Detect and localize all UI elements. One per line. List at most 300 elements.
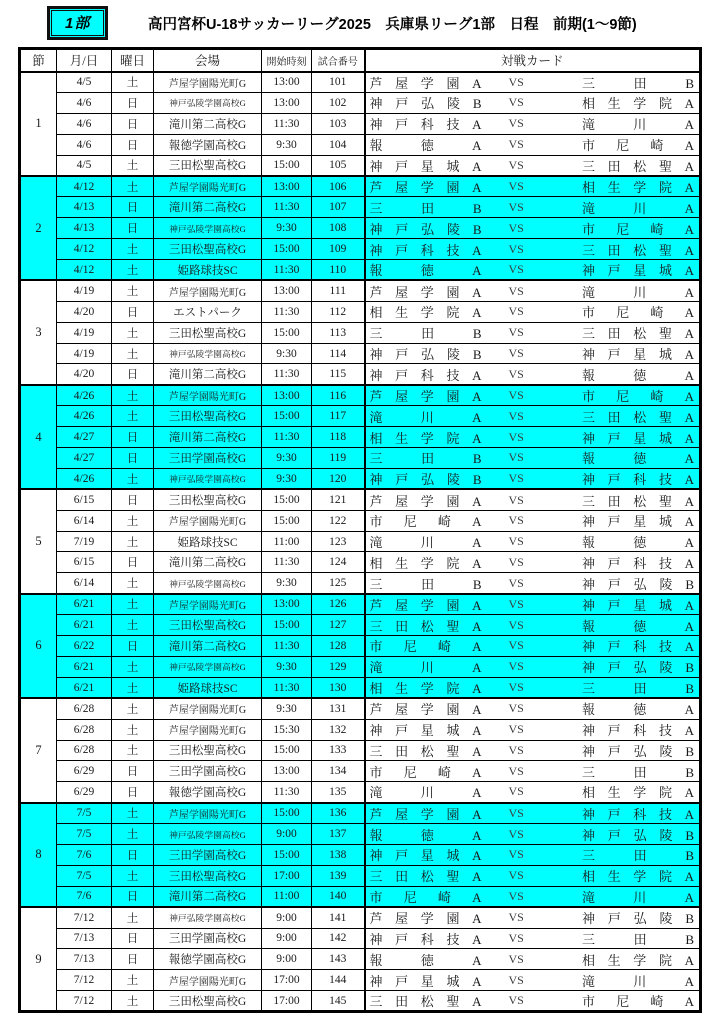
- match-card-cell: [365, 134, 701, 155]
- match-venue: 芦屋学園陽光町G: [154, 719, 262, 740]
- match-weekday: 土: [112, 615, 154, 636]
- match-row-104: [20, 134, 701, 155]
- match-date: 6/15: [57, 552, 112, 573]
- match-number: 123: [312, 531, 365, 552]
- match-number: 132: [312, 719, 365, 740]
- match-row-110: [20, 260, 701, 281]
- match-card: [366, 469, 700, 488]
- match-number: 119: [312, 448, 365, 469]
- match-number: 103: [312, 113, 365, 134]
- match-weekday: 日: [112, 489, 154, 510]
- match-weekday: 土: [112, 531, 154, 552]
- match-card-cell: [365, 239, 701, 260]
- match-row-145: [20, 991, 701, 1012]
- section-6: [20, 594, 701, 698]
- home-team: 神戸弘陵B: [369, 472, 482, 488]
- match-date: 4/6: [57, 134, 112, 155]
- match-venue: 芦屋学園陽光町G: [154, 280, 262, 301]
- match-card-cell: [365, 468, 701, 489]
- vs-label: VS: [508, 513, 524, 528]
- match-venue: 滝川第二高校G: [154, 552, 262, 573]
- vs-label: VS: [508, 722, 524, 737]
- vs-label: VS: [508, 763, 524, 778]
- home-team: 市尼崎A: [369, 514, 482, 530]
- match-weekday: 日: [112, 782, 154, 803]
- column-header-7: 対戦カード: [365, 49, 701, 72]
- match-row-144: [20, 970, 701, 991]
- vs-label: VS: [508, 826, 524, 841]
- match-weekday: 日: [112, 427, 154, 448]
- home-team: 滝川A: [369, 535, 482, 551]
- match-date: 4/19: [57, 343, 112, 364]
- match-weekday: 日: [112, 886, 154, 907]
- section-4: [20, 385, 701, 489]
- column-header-3: 曜日: [112, 49, 154, 72]
- match-card: [366, 282, 700, 301]
- match-start-time: 13:00: [262, 176, 312, 197]
- match-start-time: 17:00: [262, 991, 312, 1012]
- match-start-time: 9:00: [262, 907, 312, 928]
- match-row-101: [20, 72, 701, 93]
- match-date: 6/21: [57, 677, 112, 698]
- match-card-cell: [365, 803, 701, 824]
- match-start-time: 13:00: [262, 761, 312, 782]
- match-venue: 芦屋学園陽光町G: [154, 510, 262, 531]
- match-weekday: 土: [112, 803, 154, 824]
- section-number: 8: [20, 803, 57, 907]
- match-number: 107: [312, 197, 365, 218]
- home-team: 相生学院A: [369, 430, 482, 446]
- match-venue: 三田学園高校G: [154, 928, 262, 949]
- home-team: 芦屋学園A: [369, 389, 482, 405]
- match-card-cell: [365, 113, 701, 134]
- column-header-4: 会場: [154, 49, 262, 72]
- match-start-time: 15:00: [262, 615, 312, 636]
- match-card-cell: [365, 991, 701, 1012]
- match-date: 6/21: [57, 656, 112, 677]
- match-number: 122: [312, 510, 365, 531]
- match-venue: 三田松聖高校G: [154, 322, 262, 343]
- match-venue: 滝川第二高校G: [154, 886, 262, 907]
- match-row-132: [20, 719, 701, 740]
- away-team: 三田松聖A: [582, 242, 694, 258]
- match-row-114: [20, 343, 701, 364]
- match-number: 144: [312, 970, 365, 991]
- match-date: 4/20: [57, 301, 112, 322]
- away-team: 神戸弘陵B: [582, 576, 694, 592]
- match-weekday: 土: [112, 573, 154, 594]
- match-date: 6/22: [57, 636, 112, 657]
- home-team: 滝川A: [369, 785, 482, 801]
- match-row-128: [20, 636, 701, 657]
- match-row-120: [20, 468, 701, 489]
- match-start-time: 15:00: [262, 510, 312, 531]
- match-number: 111: [312, 280, 365, 301]
- away-team: 市尼崎A: [582, 138, 694, 154]
- away-team: 報徳A: [582, 367, 694, 383]
- match-date: 7/12: [57, 991, 112, 1012]
- match-weekday: 土: [112, 719, 154, 740]
- match-card: [366, 365, 700, 384]
- away-team: 相生学院A: [582, 180, 694, 196]
- match-number: 135: [312, 782, 365, 803]
- match-card: [366, 720, 700, 739]
- vs-label: VS: [508, 659, 524, 674]
- match-card-cell: [365, 636, 701, 657]
- match-card: [366, 344, 700, 363]
- match-card-cell: [365, 510, 701, 531]
- vs-label: VS: [508, 910, 524, 925]
- match-card: [366, 616, 700, 635]
- match-card: [366, 741, 700, 760]
- match-weekday: 土: [112, 865, 154, 886]
- match-number: 113: [312, 322, 365, 343]
- match-venue: 三田松聖高校G: [154, 406, 262, 427]
- match-row-137: [20, 824, 701, 845]
- match-card: [366, 950, 700, 969]
- home-team: 神戸弘陵B: [369, 221, 482, 237]
- match-row-130: [20, 677, 701, 698]
- match-weekday: 日: [112, 134, 154, 155]
- home-team: 報徳A: [369, 952, 482, 968]
- match-date: 4/20: [57, 364, 112, 385]
- match-start-time: 11:30: [262, 552, 312, 573]
- vs-label: VS: [508, 847, 524, 862]
- match-number: 139: [312, 865, 365, 886]
- away-team: 神戸星城A: [582, 430, 694, 446]
- match-card: [366, 302, 700, 321]
- match-number: 136: [312, 803, 365, 824]
- match-start-time: 9:30: [262, 656, 312, 677]
- column-header-2: 月/日: [57, 49, 112, 72]
- match-card-cell: [365, 656, 701, 677]
- home-team: 芦屋学園A: [369, 284, 482, 300]
- match-start-time: 15:00: [262, 740, 312, 761]
- match-weekday: 日: [112, 844, 154, 865]
- vs-label: VS: [508, 993, 524, 1008]
- vs-label: VS: [508, 471, 524, 486]
- match-card: [366, 657, 700, 676]
- match-start-time: 9:30: [262, 218, 312, 239]
- match-venue: 芦屋学園陽光町G: [154, 970, 262, 991]
- match-number: 129: [312, 656, 365, 677]
- match-weekday: 日: [112, 448, 154, 469]
- match-venue: 三田松聖高校G: [154, 991, 262, 1012]
- division-badge-label: 1部: [51, 10, 104, 36]
- match-number: 137: [312, 824, 365, 845]
- section-9: [20, 907, 701, 1012]
- match-weekday: 土: [112, 385, 154, 406]
- match-venue: 神戸弘陵学園高校G: [154, 573, 262, 594]
- match-weekday: 日: [112, 113, 154, 134]
- match-start-time: 11:00: [262, 531, 312, 552]
- match-row-139: [20, 865, 701, 886]
- match-weekday: 日: [112, 949, 154, 970]
- match-card: [366, 929, 700, 948]
- vs-label: VS: [508, 534, 524, 549]
- match-date: 4/19: [57, 322, 112, 343]
- match-date: 4/27: [57, 427, 112, 448]
- match-card-cell: [365, 531, 701, 552]
- match-date: 6/28: [57, 740, 112, 761]
- vs-label: VS: [508, 680, 524, 695]
- match-date: 7/5: [57, 803, 112, 824]
- match-card: [366, 553, 700, 572]
- home-team: 神戸星城A: [369, 723, 482, 739]
- home-team: 神戸星城A: [369, 973, 482, 989]
- match-weekday: 土: [112, 970, 154, 991]
- home-team: 市尼崎A: [369, 889, 482, 905]
- match-venue: 報徳学園高校G: [154, 782, 262, 803]
- home-team: 相生学院A: [369, 681, 482, 697]
- match-card-cell: [365, 928, 701, 949]
- match-start-time: 15:00: [262, 406, 312, 427]
- match-row-102: [20, 92, 701, 113]
- match-start-time: 15:00: [262, 844, 312, 865]
- match-number: 101: [312, 72, 365, 93]
- match-card: [366, 908, 700, 927]
- match-row-112: [20, 301, 701, 322]
- home-team: 神戸弘陵B: [369, 96, 482, 112]
- away-team: 三田松聖A: [582, 158, 694, 174]
- match-card-cell: [365, 406, 701, 427]
- match-venue: 芦屋学園陽光町G: [154, 72, 262, 93]
- vs-label: VS: [508, 554, 524, 569]
- match-start-time: 11:30: [262, 260, 312, 281]
- away-team: 神戸弘陵B: [582, 743, 694, 759]
- match-number: 112: [312, 301, 365, 322]
- home-team: 三田松聖A: [369, 618, 482, 634]
- match-date: 4/26: [57, 406, 112, 427]
- match-venue: 芦屋学園陽光町G: [154, 594, 262, 615]
- match-weekday: 土: [112, 698, 154, 719]
- match-start-time: 17:00: [262, 970, 312, 991]
- match-date: 6/28: [57, 719, 112, 740]
- away-team: 神戸弘陵B: [582, 827, 694, 843]
- match-row-115: [20, 364, 701, 385]
- match-number: 118: [312, 427, 365, 448]
- match-card: [366, 93, 700, 112]
- match-date: 6/28: [57, 698, 112, 719]
- match-venue: 三田学園高校G: [154, 844, 262, 865]
- match-card-cell: [365, 970, 701, 991]
- match-card-cell: [365, 385, 701, 406]
- match-card: [366, 114, 700, 133]
- match-card: [366, 156, 700, 175]
- match-number: 105: [312, 155, 365, 176]
- match-card: [366, 240, 700, 259]
- match-date: 7/13: [57, 928, 112, 949]
- match-venue: 三田松聖高校G: [154, 615, 262, 636]
- match-date: 4/26: [57, 385, 112, 406]
- home-team: 三田B: [369, 200, 482, 216]
- match-date: 6/21: [57, 594, 112, 615]
- match-number: 141: [312, 907, 365, 928]
- match-row-111: [20, 280, 701, 301]
- match-date: 4/12: [57, 239, 112, 260]
- section-2: [20, 176, 701, 280]
- away-team: 滝川A: [582, 889, 694, 905]
- match-number: 109: [312, 239, 365, 260]
- match-number: 121: [312, 489, 365, 510]
- match-date: 7/12: [57, 970, 112, 991]
- home-team: 滝川A: [369, 660, 482, 676]
- match-start-time: 9:30: [262, 468, 312, 489]
- match-weekday: 土: [112, 468, 154, 489]
- match-row-134: [20, 761, 701, 782]
- match-card: [366, 323, 700, 342]
- match-card-cell: [365, 260, 701, 281]
- match-card-cell: [365, 907, 701, 928]
- match-venue: 芦屋学園陽光町G: [154, 803, 262, 824]
- vs-label: VS: [508, 492, 524, 507]
- match-start-time: 9:30: [262, 134, 312, 155]
- match-start-time: 11:30: [262, 197, 312, 218]
- vs-label: VS: [508, 638, 524, 653]
- header-row: [20, 49, 701, 72]
- match-card: [366, 219, 700, 238]
- match-weekday: 日: [112, 301, 154, 322]
- section-5: [20, 489, 701, 593]
- match-date: 7/6: [57, 886, 112, 907]
- match-card-cell: [365, 740, 701, 761]
- match-number: 142: [312, 928, 365, 949]
- match-row-121: [20, 489, 701, 510]
- match-venue: 三田松聖高校G: [154, 155, 262, 176]
- away-team: 神戸星城A: [582, 263, 694, 279]
- match-card-cell: [365, 844, 701, 865]
- match-start-time: 11:30: [262, 782, 312, 803]
- match-row-103: [20, 113, 701, 134]
- match-number: 116: [312, 385, 365, 406]
- match-start-time: 13:00: [262, 385, 312, 406]
- match-card-cell: [365, 865, 701, 886]
- match-card: [366, 825, 700, 844]
- home-team: 三田松聖A: [369, 869, 482, 885]
- match-card: [366, 73, 700, 92]
- match-start-time: 11:30: [262, 301, 312, 322]
- match-card-cell: [365, 197, 701, 218]
- away-team: 神戸星城A: [582, 514, 694, 530]
- match-start-time: 15:00: [262, 322, 312, 343]
- home-team: 滝川A: [369, 409, 482, 425]
- match-venue: 滝川第二高校G: [154, 427, 262, 448]
- match-start-time: 15:00: [262, 803, 312, 824]
- match-number: 128: [312, 636, 365, 657]
- match-start-time: 11:30: [262, 364, 312, 385]
- match-card-cell: [365, 552, 701, 573]
- match-number: 104: [312, 134, 365, 155]
- match-start-time: 15:00: [262, 239, 312, 260]
- section-number: 6: [20, 594, 57, 698]
- match-card-cell: [365, 322, 701, 343]
- match-weekday: 土: [112, 155, 154, 176]
- vs-label: VS: [508, 116, 524, 131]
- away-team: 報徳A: [582, 618, 694, 634]
- match-date: 4/6: [57, 113, 112, 134]
- match-card-cell: [365, 72, 701, 93]
- match-start-time: 11:00: [262, 886, 312, 907]
- home-team: 報徳A: [369, 263, 482, 279]
- match-weekday: 土: [112, 176, 154, 197]
- match-card: [366, 135, 700, 154]
- match-row-138: [20, 844, 701, 865]
- match-venue: 芦屋学園陽光町G: [154, 698, 262, 719]
- match-card: [366, 386, 700, 405]
- vs-label: VS: [508, 930, 524, 945]
- vs-label: VS: [508, 262, 524, 277]
- match-venue: 神戸弘陵学園高校G: [154, 343, 262, 364]
- match-card-cell: [365, 448, 701, 469]
- vs-label: VS: [508, 575, 524, 590]
- match-venue: 神戸弘陵学園高校G: [154, 824, 262, 845]
- match-card: [366, 699, 700, 718]
- match-card-cell: [365, 280, 701, 301]
- away-team: 神戸星城A: [582, 347, 694, 363]
- match-start-time: 11:30: [262, 636, 312, 657]
- away-team: 神戸星城A: [582, 597, 694, 613]
- match-date: 4/13: [57, 197, 112, 218]
- away-team: 三田B: [582, 681, 694, 697]
- away-team: 市尼崎A: [582, 994, 694, 1010]
- match-start-time: 13:00: [262, 594, 312, 615]
- vs-label: VS: [508, 241, 524, 256]
- match-venue: 滝川第二高校G: [154, 636, 262, 657]
- match-number: 127: [312, 615, 365, 636]
- section-number: 9: [20, 907, 57, 1012]
- match-date: 4/5: [57, 72, 112, 93]
- match-card: [366, 804, 700, 823]
- match-weekday: 土: [112, 594, 154, 615]
- match-date: 4/26: [57, 468, 112, 489]
- match-row-118: [20, 427, 701, 448]
- away-team: 相生学院A: [582, 785, 694, 801]
- column-header-5: 開始時刻: [262, 49, 312, 72]
- section-7: [20, 698, 701, 802]
- home-team: 芦屋学園A: [369, 75, 482, 91]
- match-card: [366, 845, 700, 864]
- section-number: 5: [20, 489, 57, 593]
- match-card: [366, 866, 700, 885]
- section-1: [20, 72, 701, 176]
- match-venue: 報徳学園高校G: [154, 949, 262, 970]
- vs-label: VS: [508, 408, 524, 423]
- vs-label: VS: [508, 325, 524, 340]
- match-weekday: 日: [112, 92, 154, 113]
- match-card: [366, 887, 700, 906]
- home-team: 相生学院A: [369, 555, 482, 571]
- vs-label: VS: [508, 74, 524, 89]
- match-number: 108: [312, 218, 365, 239]
- home-team: 神戸科技A: [369, 242, 482, 258]
- match-weekday: 日: [112, 636, 154, 657]
- match-card-cell: [365, 489, 701, 510]
- section-number: 3: [20, 280, 57, 384]
- section-number: 1: [20, 72, 57, 176]
- match-card-cell: [365, 364, 701, 385]
- home-team: 三田B: [369, 326, 482, 342]
- vs-label: VS: [508, 596, 524, 611]
- match-venue: 三田学園高校G: [154, 761, 262, 782]
- match-date: 7/12: [57, 907, 112, 928]
- match-date: 6/29: [57, 761, 112, 782]
- home-team: 三田B: [369, 451, 482, 467]
- away-team: 三田松聖A: [582, 409, 694, 425]
- match-card: [366, 991, 700, 1010]
- home-team: 神戸星城A: [369, 158, 482, 174]
- match-venue: 芦屋学園陽光町G: [154, 176, 262, 197]
- away-team: 三田B: [582, 848, 694, 864]
